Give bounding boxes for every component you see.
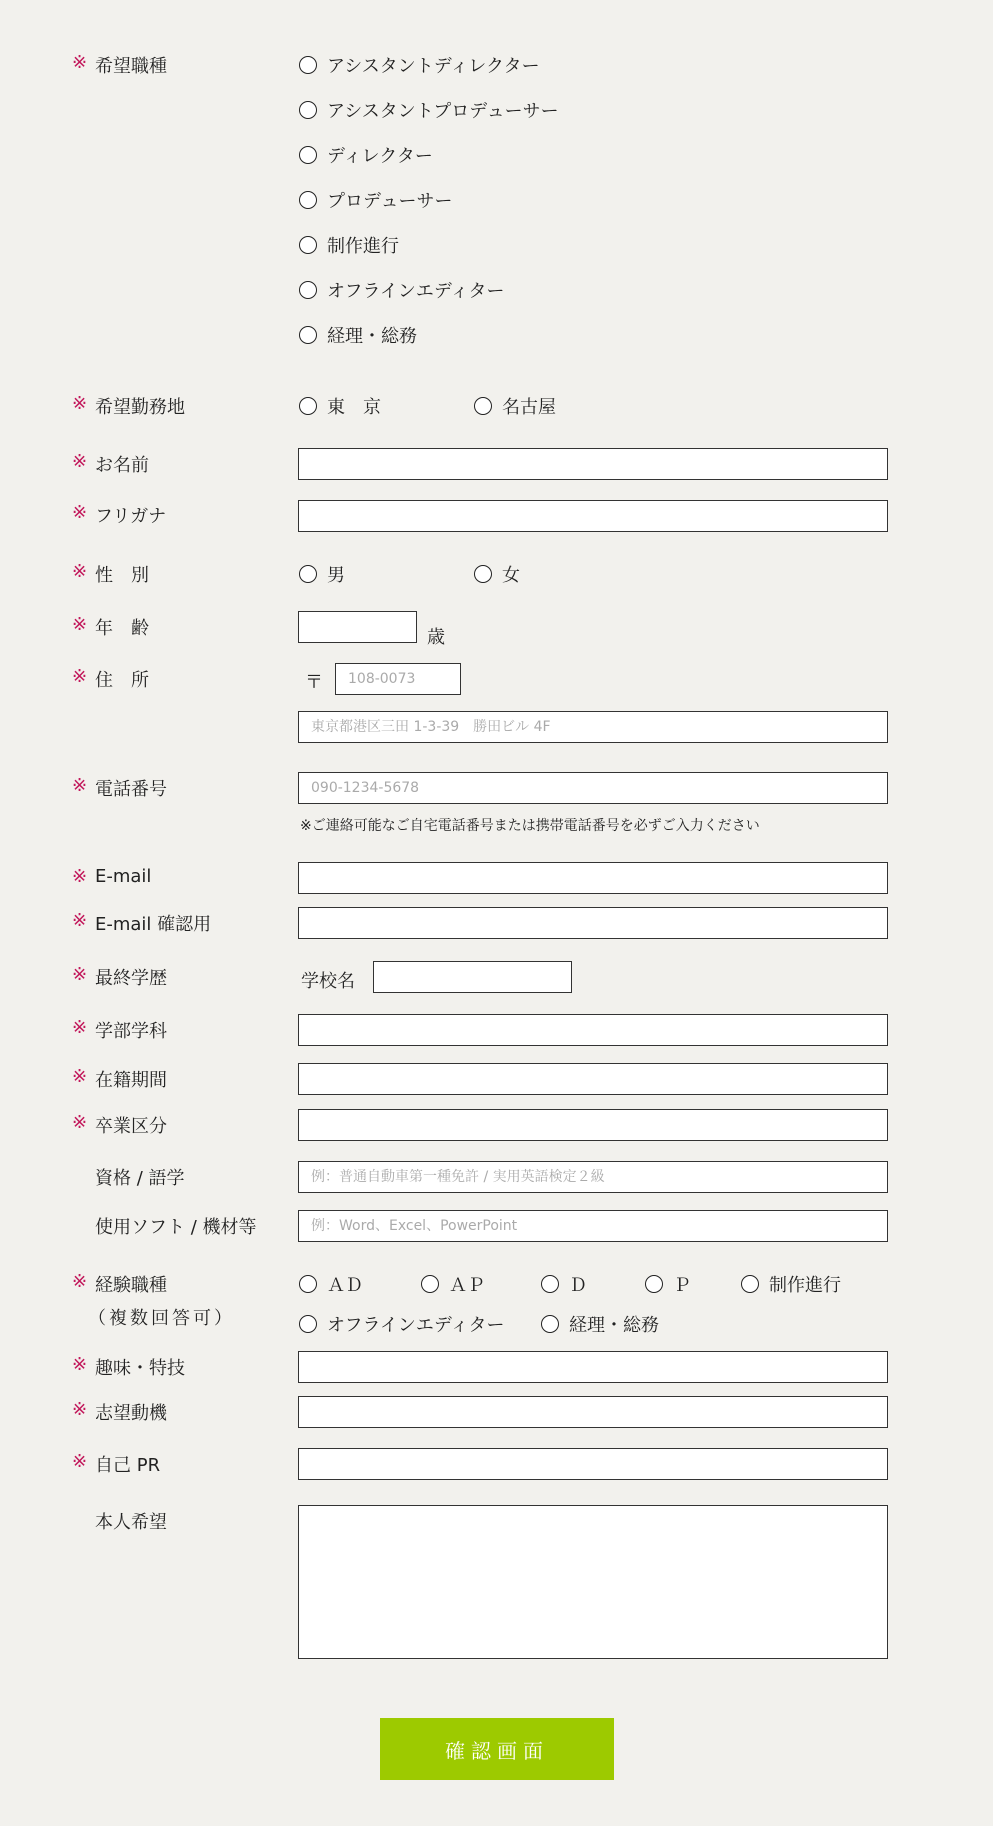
required-mark: ※ — [72, 1399, 88, 1420]
graduation-input[interactable] — [298, 1109, 888, 1141]
checkbox-accounting[interactable]: 経理・総務 — [541, 1311, 659, 1337]
radio-circle-icon — [299, 101, 317, 119]
radio-circle-icon — [299, 1275, 317, 1293]
enrollment-input[interactable] — [298, 1063, 888, 1095]
phone-input[interactable] — [298, 772, 888, 804]
radio-circle-icon — [299, 565, 317, 583]
radio-offline-editor[interactable]: オフラインエディター — [299, 277, 504, 303]
required-mark: ※ — [72, 502, 88, 523]
hobby-label: 趣味・特技 — [95, 1358, 185, 1379]
requests-label: 本人希望 — [95, 1512, 167, 1533]
required-mark: ※ — [72, 910, 88, 931]
phone-note: ※ご連絡可能なご自宅電話番号または携帯電話番号を必ずご入力ください — [300, 818, 760, 834]
checkbox-d[interactable]: Ｄ — [541, 1271, 587, 1297]
radio-circle-icon — [299, 281, 317, 299]
checkbox-offline-editor[interactable]: オフラインエディター — [299, 1311, 504, 1337]
required-mark: ※ — [72, 964, 88, 985]
faculty-input[interactable] — [298, 1014, 888, 1046]
postal-code-input[interactable] — [335, 663, 461, 695]
desired-job-label: 希望職種 — [95, 56, 167, 77]
desired-location-label: 希望勤務地 — [95, 397, 185, 418]
required-mark: ※ — [72, 1354, 88, 1375]
age-unit: 歳 — [427, 627, 445, 648]
address-input[interactable] — [298, 711, 888, 743]
hobby-input[interactable] — [298, 1351, 888, 1383]
qualifications-input[interactable] — [298, 1161, 888, 1193]
radio-nagoya[interactable]: 名古屋 — [474, 393, 556, 419]
address-label: 住 所 — [95, 670, 149, 691]
radio-circle-icon — [299, 1315, 317, 1333]
required-mark: ※ — [72, 451, 88, 472]
radio-production-manager[interactable]: 制作進行 — [299, 232, 399, 258]
checkbox-ad[interactable]: ＡＤ — [299, 1271, 363, 1297]
required-mark: ※ — [72, 1017, 88, 1038]
radio-producer[interactable]: プロデューサー — [299, 187, 452, 213]
requests-textarea[interactable] — [298, 1505, 888, 1659]
required-mark: ※ — [72, 52, 88, 73]
graduation-label: 卒業区分 — [95, 1116, 167, 1137]
radio-accounting[interactable]: 経理・総務 — [299, 322, 417, 348]
qualifications-label: 資格 / 語学 — [95, 1168, 185, 1189]
gender-label: 性 別 — [95, 565, 149, 586]
radio-female[interactable]: 女 — [474, 561, 520, 587]
furigana-input[interactable] — [298, 500, 888, 532]
radio-circle-icon — [421, 1275, 439, 1293]
radio-circle-icon — [474, 397, 492, 415]
software-input[interactable] — [298, 1210, 888, 1242]
required-mark: ※ — [72, 866, 88, 887]
radio-circle-icon — [541, 1275, 559, 1293]
experience-sublabel: （複数回答可） — [88, 1308, 235, 1329]
age-label: 年 齢 — [95, 618, 149, 639]
software-label: 使用ソフト / 機材等 — [95, 1217, 257, 1238]
experience-label: 経験職種 — [95, 1275, 167, 1296]
required-mark: ※ — [72, 1066, 88, 1087]
age-input[interactable] — [298, 611, 417, 643]
postal-mark: 〒 — [305, 672, 323, 693]
enrollment-label: 在籍期間 — [95, 1070, 167, 1091]
radio-director[interactable]: ディレクター — [299, 142, 433, 168]
required-mark: ※ — [72, 1112, 88, 1133]
required-mark: ※ — [72, 393, 88, 414]
required-mark: ※ — [72, 1271, 88, 1292]
email-confirm-label: E-mail 確認用 — [95, 914, 212, 935]
required-mark: ※ — [72, 614, 88, 635]
email-label: E-mail — [95, 866, 152, 887]
radio-circle-icon — [299, 397, 317, 415]
radio-assistant-director[interactable]: アシスタントディレクター — [299, 52, 540, 78]
radio-circle-icon — [299, 191, 317, 209]
radio-circle-icon — [299, 236, 317, 254]
required-mark: ※ — [72, 561, 88, 582]
email-confirm-input[interactable] — [298, 907, 888, 939]
radio-male[interactable]: 男 — [299, 561, 345, 587]
radio-circle-icon — [645, 1275, 663, 1293]
checkbox-p[interactable]: Ｐ — [645, 1271, 691, 1297]
radio-circle-icon — [474, 565, 492, 583]
phone-label: 電話番号 — [95, 779, 167, 800]
radio-circle-icon — [299, 326, 317, 344]
required-mark: ※ — [72, 1451, 88, 1472]
email-input[interactable] — [298, 862, 888, 894]
school-name-input[interactable] — [373, 961, 572, 993]
self-pr-input[interactable] — [298, 1448, 888, 1480]
radio-circle-icon — [299, 56, 317, 74]
radio-assistant-producer[interactable]: アシスタントプロデューサー — [299, 97, 559, 123]
confirm-button[interactable]: 確認画面 — [380, 1718, 614, 1780]
checkbox-production-manager[interactable]: 制作進行 — [741, 1271, 841, 1297]
education-label: 最終学歴 — [95, 968, 167, 989]
radio-tokyo[interactable]: 東 京 — [299, 393, 381, 419]
radio-circle-icon — [741, 1275, 759, 1293]
furigana-label: フリガナ — [95, 506, 167, 527]
radio-circle-icon — [541, 1315, 559, 1333]
faculty-label: 学部学科 — [95, 1021, 167, 1042]
school-name-label: 学校名 — [301, 971, 355, 992]
name-label: お名前 — [95, 455, 149, 476]
self-pr-label: 自己 PR — [95, 1455, 161, 1476]
required-mark: ※ — [72, 666, 88, 687]
name-input[interactable] — [298, 448, 888, 480]
motivation-label: 志望動機 — [95, 1403, 167, 1424]
checkbox-ap[interactable]: ＡＰ — [421, 1271, 485, 1297]
required-mark: ※ — [72, 775, 88, 796]
radio-circle-icon — [299, 146, 317, 164]
motivation-input[interactable] — [298, 1396, 888, 1428]
